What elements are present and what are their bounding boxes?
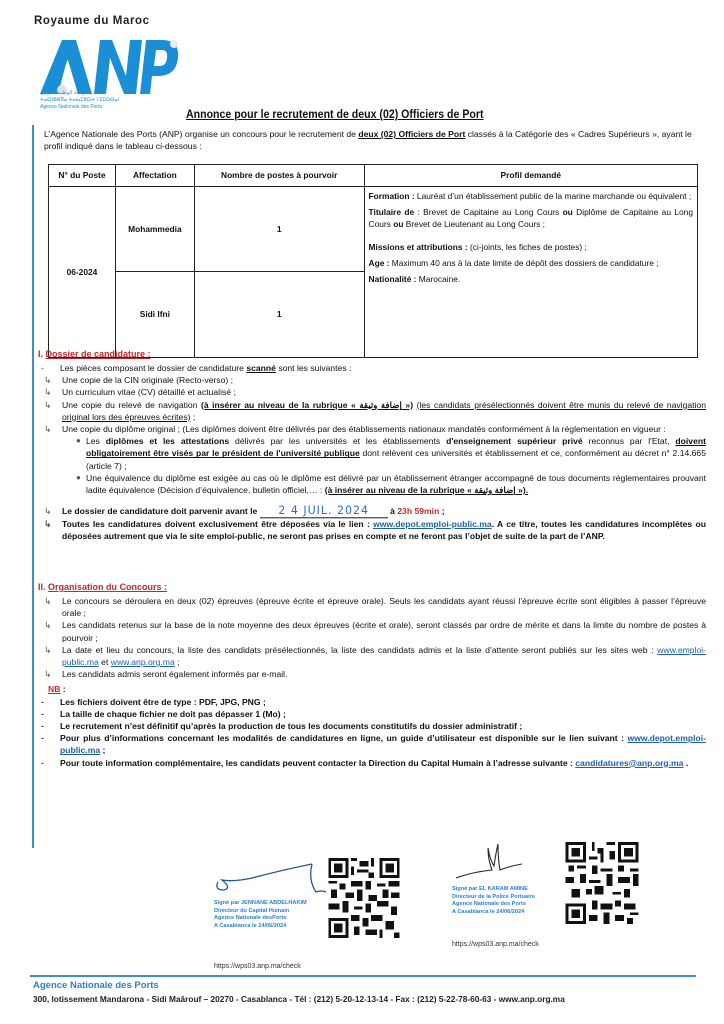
signer-title: Directeur de la Police Portuaire bbox=[452, 893, 536, 900]
deadline-text: ; bbox=[439, 506, 445, 517]
lead-emphasis: scanné bbox=[246, 363, 276, 373]
dash-marker: - bbox=[41, 733, 44, 744]
dash-marker: - bbox=[41, 696, 44, 707]
item-text: Les candidats admis seront également informés par e-mail. bbox=[62, 669, 288, 680]
footer-address: 300, lotissement Mandarona - Sidi Maârouf – 20270 - Casablanca - Tél : (212) 5-20-12-13-14 - Fax : (212) 5-22-78-60-63 - www.anp.org.ma bbox=[33, 994, 565, 1004]
item-text: Pour toute information complémentaire, les candidats peuvent contacter la Direction du Capital Humain à l’adresse suivante : bbox=[60, 757, 576, 768]
contact-email-link[interactable]: candidatures@anp.org.ma bbox=[575, 757, 684, 768]
item-text: dont relèvent ces universités et établissement et ce, conformément au décret n° 2.14.665 (article 7) ; bbox=[86, 448, 706, 471]
header-profile: Profil demandé bbox=[364, 165, 697, 187]
deadline-date-stamp: 2 4 JUIL. 2024 bbox=[260, 505, 388, 519]
qr-code-1-icon[interactable] bbox=[328, 858, 400, 938]
item-text: Une copie de la CIN originale (Recto-verso) ; bbox=[62, 375, 233, 386]
item-note: (les candidats présélectionnés doivent être munis du relevé de navigation original lors des épreuves écrites) bbox=[62, 399, 707, 422]
affectation-cell: Mohammedia bbox=[115, 187, 194, 272]
list-item bbox=[38, 732, 706, 756]
item-emphasis: diplômes et les attestations bbox=[105, 436, 230, 447]
dash-marker: - bbox=[41, 708, 44, 719]
item-text: La taille de chaque fichier ne doit pas dépasser 1 (Mo) ; bbox=[60, 708, 286, 719]
guide-link[interactable]: www.depot.emploi-public.ma bbox=[60, 733, 706, 756]
item-text: . bbox=[683, 757, 689, 768]
item-text: et bbox=[98, 657, 111, 668]
nb-label: NB bbox=[48, 684, 61, 695]
logo-arabic-name: الوكالة الوطنية للموانئ bbox=[40, 90, 88, 96]
table-header-row bbox=[49, 165, 698, 187]
document-title: Annonce pour le recrutement de deux (02) Officiers de Port bbox=[186, 109, 484, 121]
list-item bbox=[38, 696, 706, 708]
item-text: Le concours se déroulera en deux (02) épreuves (épreuve écrite et épreuve orale). Seuls les candidats ayant réussi l’épreuve écrite sont éligibles à passer l’épreuve orale ; bbox=[62, 596, 706, 619]
sub-list-item bbox=[38, 472, 706, 496]
emploi-public-link[interactable]: www.emploi-public.ma bbox=[62, 644, 706, 668]
list-item bbox=[38, 595, 706, 619]
dash-marker: - bbox=[41, 721, 44, 732]
or-connector: ou bbox=[562, 206, 573, 217]
deadline-text: Le dossier de candidature doit parvenir avant le bbox=[62, 506, 260, 517]
arrow-bullet-icon: ↳ bbox=[44, 387, 52, 398]
section-number: II. bbox=[38, 582, 46, 592]
item-text: Pour plus d’informations concernant les modalités de candidatures en ligne, un guide d’utilisateur est disponible sur le lien suivant : bbox=[60, 733, 628, 744]
section-title: Dossier de candidature : bbox=[45, 349, 151, 359]
arrow-bullet-icon: ↳ bbox=[44, 424, 52, 435]
list-item bbox=[38, 386, 706, 398]
item-text: ; bbox=[100, 745, 106, 756]
missions-text: (ci-joints, les fiches de postes) ; bbox=[467, 242, 587, 253]
list-item bbox=[38, 619, 706, 643]
titulaire-text: Diplôme de Capitaine au Long Cours bbox=[368, 206, 693, 229]
verify-url-2: https://wps03.anp.ma/check bbox=[452, 941, 539, 948]
arrow-bullet-icon: ↳ bbox=[44, 620, 52, 631]
section-1-body bbox=[38, 362, 706, 543]
missions-label: Missions et attributions : bbox=[368, 242, 468, 253]
signature-date: A Casablanca le 24/06/2024 bbox=[214, 922, 287, 929]
list-item bbox=[38, 362, 706, 374]
positions-table bbox=[45, 164, 698, 359]
dot-bullet-icon: ● bbox=[76, 436, 81, 446]
signature-1-block bbox=[214, 900, 307, 930]
intro-text-end: classés à la Catégorie des « Cadres Supérieurs », ayant le profil indiqué dans le tableau ci-dessous : bbox=[44, 129, 692, 152]
list-item bbox=[38, 644, 706, 668]
item-text: Une copie du diplôme original ; (Les diplômes doivent être délivrés par des établissements nationaux mandatés conformément à la réglementation en vigueur : bbox=[62, 424, 666, 435]
section-number: I. bbox=[38, 349, 44, 359]
section-2-heading bbox=[38, 582, 167, 594]
list-item bbox=[38, 720, 706, 732]
post-number-cell: 06-2024 bbox=[49, 187, 116, 358]
item-text: délivrés par les universités et les établissements bbox=[229, 436, 447, 447]
left-margin-rule bbox=[32, 125, 34, 848]
signature-2-block bbox=[452, 886, 535, 916]
intro-highlight: deux (02) Officiers de Port bbox=[358, 129, 466, 139]
logo-french-name: Agence Nationale des Ports bbox=[40, 103, 102, 110]
sub-list-item bbox=[38, 435, 706, 472]
signer-org: Agence Nationale des Ports bbox=[452, 901, 526, 908]
item-text: Une équivalence du diplôme est exigée au cas où le diplôme est délivré par un établissement étranger accompagné de tous documents réglementaires prouvant ladite équivalence (Décision d’équivalence, bulletin officiel,… : bbox=[86, 472, 706, 496]
list-item bbox=[38, 668, 706, 680]
arrow-bullet-icon: ↳ bbox=[44, 644, 52, 655]
signer-name: Signé par EL KARAM AMINE bbox=[452, 886, 528, 892]
arrow-bullet-icon: ↳ bbox=[44, 506, 52, 517]
age-label: Age : bbox=[368, 258, 390, 269]
item-text: Une copie du relevé de navigation bbox=[62, 399, 201, 410]
count-cell: 1 bbox=[194, 187, 364, 272]
section-title: Organisation du Concours : bbox=[48, 582, 168, 592]
deadline-text: à bbox=[387, 506, 398, 517]
header-post-count: Nombre de postes à pourvoir bbox=[194, 165, 364, 187]
submission-text: . A ce titre, toutes les candidatures incomplètes ou déposées autrement que via le site emploi-public, ne seront pas prises en compte et ne feront pas l’objet de suite de la part de l’ANP. bbox=[62, 519, 706, 542]
or-connector: ou bbox=[393, 218, 404, 229]
footer-organization: Agence Nationale des Ports bbox=[33, 980, 159, 991]
count-cell: 1 bbox=[194, 272, 364, 358]
arrow-bullet-icon: ↳ bbox=[44, 519, 52, 530]
item-text: reconnus par l'Etat, bbox=[582, 436, 676, 447]
nationality-text: Marocaine. bbox=[416, 273, 461, 284]
qr-code-2-icon[interactable] bbox=[564, 842, 640, 924]
signature-date: A Casablanca le 24/06/2024 bbox=[452, 908, 525, 915]
item-emphasis: doivent obligatoirement être visés par le président de l'université publique bbox=[86, 436, 706, 459]
signer-name: Signé par JENNANE ABDELHAKIM bbox=[214, 900, 307, 906]
arrow-bullet-icon: ↳ bbox=[44, 375, 52, 386]
intro-text: L’Agence Nationale des Ports (ANP) organise un concours pour le recrutement de bbox=[44, 129, 359, 139]
dash-marker: - bbox=[41, 363, 44, 373]
footer-rule bbox=[30, 975, 696, 977]
lead-text: sont les suivantes : bbox=[275, 363, 352, 373]
signature-2-icon bbox=[452, 842, 524, 884]
item-text: Les candidats retenus sur la base de la note moyenne des deux épreuves (écrite et orale), seront classés par ordre de mérite et dans la limite du nombre de postes à pourvoir ; bbox=[62, 620, 706, 643]
arrow-bullet-icon: ↳ bbox=[44, 596, 52, 606]
logo-caption bbox=[40, 90, 119, 110]
list-item bbox=[38, 374, 706, 386]
section-2-body bbox=[38, 595, 706, 769]
item-emphasis: d'enseignement supérieur privé bbox=[446, 436, 583, 447]
item-text: Un curriculum vitae (CV) détaillé et actualisé ; bbox=[62, 387, 236, 398]
list-item bbox=[38, 423, 706, 435]
nb-heading bbox=[38, 683, 706, 695]
list-item bbox=[38, 518, 706, 542]
item-text: Le recrutement n’est définitif qu’après la production de tous les documents constitutifs du dossier administratif ; bbox=[60, 721, 523, 732]
formation-text: Lauréat d’un établissement public de la marine marchande ou équivalent ; bbox=[414, 191, 692, 201]
list-item bbox=[38, 757, 706, 769]
list-item bbox=[38, 708, 706, 720]
depot-link[interactable]: www.depot.emploi-public.ma bbox=[373, 519, 492, 530]
arrow-bullet-icon: ↳ bbox=[44, 399, 52, 410]
list-item bbox=[38, 505, 706, 518]
insert-instruction: (à insérer au niveau de la rubrique « إضافة وثيقة ») bbox=[200, 399, 414, 410]
item-text: ; bbox=[174, 657, 180, 668]
affectation-cell: Sidi Ifni bbox=[115, 272, 194, 358]
submission-text: Toutes les candidatures doivent exclusivement être déposées via le lien : bbox=[62, 519, 374, 530]
dash-marker: - bbox=[41, 757, 44, 768]
lead-text: Les pièces composant le dossier de candidature bbox=[60, 363, 247, 373]
signer-org: Agence Nationale desPorts bbox=[214, 915, 287, 922]
signature-1-icon bbox=[212, 860, 330, 900]
titulaire-text: : Brevet de Capitaine au Long Cours bbox=[414, 206, 563, 217]
kingdom-label: Royaume du Maroc bbox=[34, 15, 150, 27]
insert-instruction: (à insérer au niveau de la rubrique « إضافة وثيقة »). bbox=[324, 485, 529, 496]
section-1-heading bbox=[38, 349, 151, 361]
logo-tifinagh-name: ⵜⴰⵙⵏⵓⴱⴳⴰ ⵜⴰⵏⴰⵎⵓⵔⵜ ⵏ ⵉⵎⵔⵙⴰⵏ bbox=[40, 96, 120, 103]
signer-title: Directeur du Capital Humain bbox=[214, 907, 290, 914]
arrow-bullet-icon: ↳ bbox=[44, 669, 52, 680]
header-affectation: Affectation bbox=[115, 165, 194, 187]
formation-label: Formation : bbox=[368, 191, 415, 201]
list-item bbox=[38, 399, 706, 423]
item-text: La date et lieu du concours, la liste des candidats présélectionnés, la liste des candidats admis et la liste d’attente seront publiés sur les sites web : bbox=[62, 644, 658, 655]
item-text: Les fichiers doivent être de type : PDF, JPG, PNG ; bbox=[60, 696, 266, 707]
nb-colon: : bbox=[60, 684, 66, 695]
age-text: Maximum 40 ans à la date limite de dépôt des dossiers de candidature ; bbox=[389, 258, 659, 269]
header-post-number: N° du Poste bbox=[49, 165, 116, 187]
titulaire-text: Brevet de Lieutenant au Long Cours ; bbox=[403, 218, 545, 229]
profile-cell bbox=[364, 187, 697, 358]
titulaire-label: Titulaire de bbox=[368, 206, 415, 217]
deadline-time: 23h 59min bbox=[397, 506, 440, 517]
item-text: ; bbox=[190, 411, 196, 422]
intro-paragraph bbox=[44, 128, 704, 153]
nationality-label: Nationalité : bbox=[368, 273, 417, 284]
anp-website-link[interactable]: www.anp.org.ma bbox=[110, 657, 175, 668]
verify-url-1: https://wps03.anp.ma/check bbox=[214, 963, 301, 970]
dot-bullet-icon: ● bbox=[76, 472, 81, 482]
table-row bbox=[49, 187, 698, 272]
item-text: Les bbox=[86, 436, 106, 447]
